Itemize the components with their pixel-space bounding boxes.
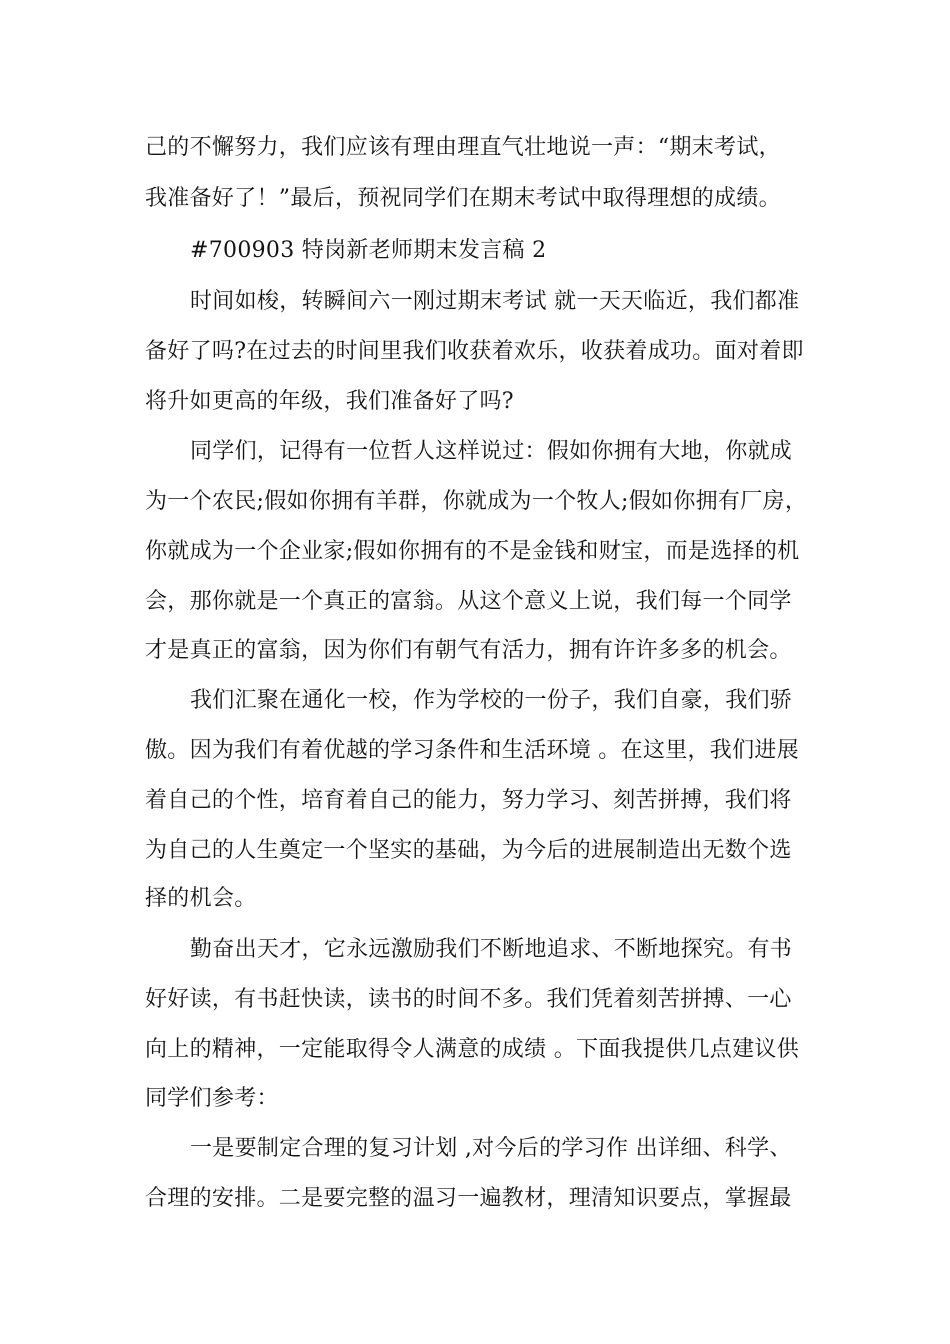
text-line: 才是真正的富翁，因为你们有朝气有活力，拥有许许多多的机会。 (145, 638, 792, 663)
text-line: 向上的精神，一定能取得令人满意的成绩 。下面我提供几点建议供 (145, 1037, 799, 1062)
text-line: 同学们，记得有一位哲人这样说过：假如你拥有大地，你就成 (190, 439, 793, 464)
text-line: 会，那你就是一个真正的富翁。从这个意义上说，我们每一个同学 (145, 589, 792, 614)
text-line: 时间如梭，转瞬间六一刚过期末考试 就一天天临近，我们都准 (190, 289, 800, 314)
text-line: 己的不懈努力，我们应该有理由理直气壮地说一声：“期末考试， (145, 135, 781, 160)
text-line: 择的机会。 (145, 886, 257, 911)
text-line: 着自己的个性，培育着自己的能力，努力学习、刻苦拼搏，我们将 (145, 788, 792, 813)
text-line: 我准备好了！”最后，预祝同学们在期末考试中取得理想的成绩。 (145, 186, 781, 211)
text-line: 同学们参考： (145, 1086, 279, 1111)
text-line: 勤奋出天才，它永远激励我们不断地追求、不断地探究。有书 (190, 937, 793, 962)
text-line: 一是要制定合理的复习计划 ,对今后的学习作 出详细、科学、 (190, 1136, 792, 1161)
text-line: 合理的安排。二是要完整的温习一遍教材，理清知识要点，掌握最 (145, 1186, 792, 1211)
text-line: 将升如更高的年级，我们准备好了吗? (145, 389, 514, 414)
text-line: 傲。因为我们有着优越的学习条件和生活环境 。在这里，我们进展 (145, 738, 799, 763)
text-line: 你就成为一个企业家;假如你拥有的不是金钱和财宝，而是选择的机 (145, 539, 800, 564)
text-line: 备好了吗?在过去的时间里我们收获着欢乐，收获着成功。面对着即 (145, 339, 804, 364)
section-heading: #700903 特岗新老师期末发言稿 2 (190, 238, 547, 263)
text-line: 好好读，有书赶快读，读书的时间不多。我们凭着刻苦拼搏、一心 (145, 987, 792, 1012)
text-line: 为自己的人生奠定一个坚实的基础，为今后的进展制造出无数个选 (145, 838, 792, 863)
text-line: 我们汇聚在通化一校，作为学校的一份子，我们自豪，我们骄 (190, 688, 793, 713)
text-line: 为一个农民;假如你拥有羊群，你就成为一个牧人;假如你拥有厂房， (145, 489, 808, 514)
